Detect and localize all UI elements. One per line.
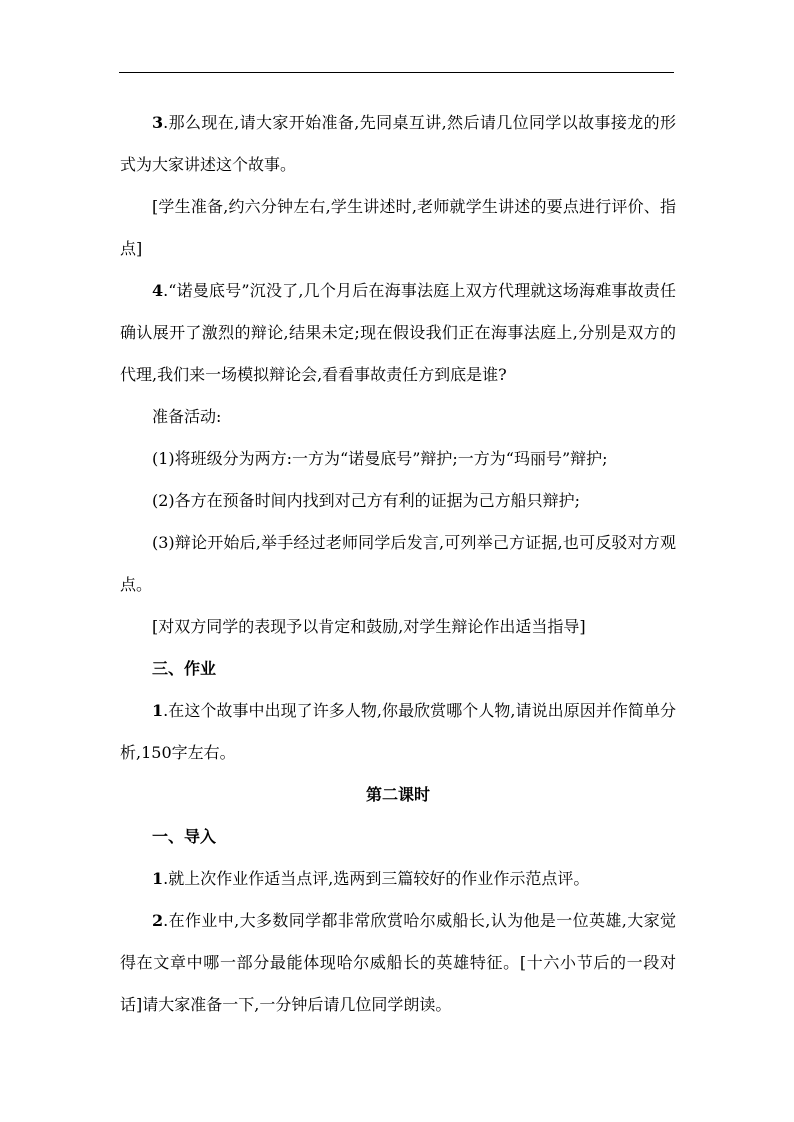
intro-item-2 bbox=[120, 900, 676, 1026]
paragraph-step-3 bbox=[120, 102, 676, 186]
section-heading-homework: 三、作业 bbox=[152, 659, 217, 678]
paragraph-text: .在作业中,大多数同学都非常欣赏哈尔威船长,认为他是一位英雄,大家觉得在文章中哪一部分最能体现哈尔威船长的英雄特征。[十六小节后的一段对话]请大家准备一下,一分钟后请几位同学朗读。 bbox=[120, 911, 676, 1014]
step-number: 2 bbox=[152, 911, 164, 930]
paragraph-step-4 bbox=[120, 270, 676, 396]
paragraph-text: .那么现在,请大家开始准备,先同桌互讲,然后请几位同学以故事接龙的形式为大家讲述这个故事。 bbox=[120, 113, 676, 174]
paragraph-text: .“诺曼底号”沉没了,几个月后在海事法庭上双方代理就这场海难事故责任确认展开了激烈的辩论,结果未定;现在假设我们正在海事法庭上,分别是双方的代理,我们来一场模拟辩论会,看看事故责任方到底是谁? bbox=[120, 281, 676, 384]
intro-item-1 bbox=[120, 858, 676, 900]
preparation-item-1: (1)将班级分为两方:一方为“诺曼底号”辩护;一方为“玛丽号”辩护; bbox=[152, 449, 608, 468]
teacher-note: [对双方同学的表现予以肯定和鼓励,对学生辩论作出适当指导] bbox=[152, 617, 586, 636]
step-number: 4 bbox=[152, 281, 164, 300]
homework-item-1 bbox=[120, 690, 676, 774]
document-body bbox=[120, 102, 676, 1026]
section-heading-intro: 一、导入 bbox=[152, 827, 217, 846]
step-number: 1 bbox=[152, 701, 164, 720]
paragraph-text: .在这个故事中出现了许多人物,你最欣赏哪个人物,请说出原因并作简单分析,150字左右。 bbox=[120, 701, 676, 762]
header-rule bbox=[119, 72, 674, 73]
teacher-note: [学生准备,约六分钟左右,学生讲述时,老师就学生讲述的要点进行评价、指点] bbox=[120, 197, 676, 258]
step-number: 1 bbox=[152, 869, 164, 888]
preparation-item-3: (3)辩论开始后,举手经过老师同学后发言,可列举己方证据,也可反驳对方观点。 bbox=[120, 533, 676, 594]
step-number: 3 bbox=[152, 113, 164, 132]
paragraph-text: .就上次作业作适当点评,选两到三篇较好的作业作示范点评。 bbox=[163, 869, 590, 888]
preparation-item-2: (2)各方在预备时间内找到对己方有利的证据为己方船只辩护; bbox=[152, 491, 581, 510]
preparation-label: 准备活动: bbox=[152, 407, 222, 426]
lesson-title: 第二课时 bbox=[365, 785, 430, 804]
